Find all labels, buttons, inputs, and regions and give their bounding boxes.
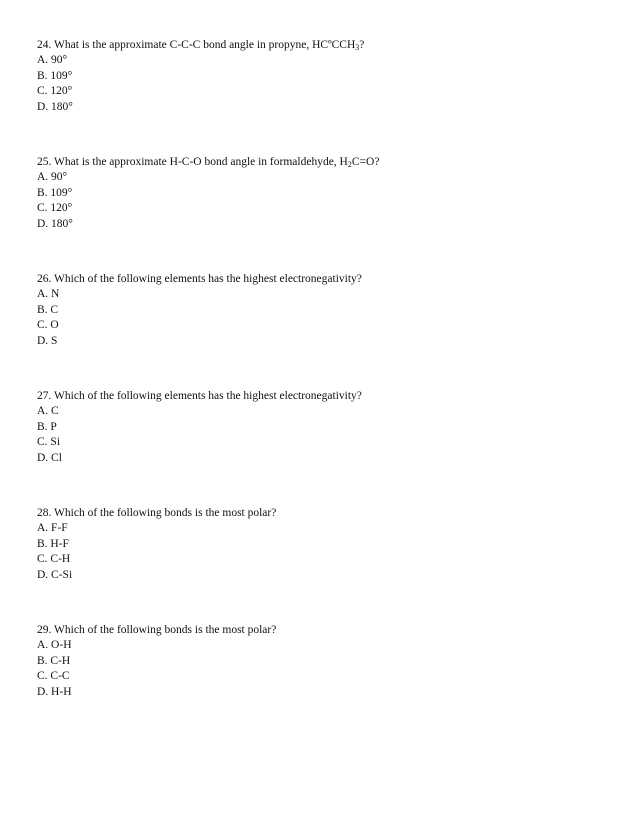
option-c: C. O: [37, 319, 59, 332]
option-b: B. 109°: [37, 186, 73, 199]
question-text: 29. Which of the following bonds is the most polar?: [37, 624, 277, 636]
option-b: B. P: [37, 420, 57, 433]
question-text: 26. Which of the following elements has the highest electronegativity?: [37, 273, 362, 285]
question-text: 28. Which of the following bonds is the most polar?: [37, 507, 277, 519]
option-c: C. Si: [37, 436, 61, 449]
option-d: D. H-H: [37, 685, 72, 698]
question-27: [37, 389, 607, 466]
option-d: D. 180°: [37, 217, 73, 230]
option-d: D. S: [37, 334, 58, 347]
option-b: B. 109°: [37, 69, 73, 82]
option-b: B. C: [37, 303, 59, 316]
question-25: [37, 155, 607, 232]
question-text: 27. Which of the following elements has the highest electronegativity?: [37, 390, 362, 402]
option-a: A. F-F: [37, 522, 68, 535]
option-a: A. O-H: [37, 639, 72, 652]
option-c: C. C-H: [37, 553, 71, 566]
question-24: [37, 38, 607, 115]
option-d: D. Cl: [37, 451, 62, 464]
option-b: B. C-H: [37, 654, 71, 667]
option-c: C. C-C: [37, 670, 70, 683]
option-c: C. 120°: [37, 85, 73, 98]
question-28: [37, 506, 607, 583]
question-text: 24. What is the approximate C-C-C bond angle in propyne, HCºCCH$_3$?: [37, 39, 365, 52]
option-a: A. 90°: [37, 54, 68, 67]
question-26: [37, 272, 607, 349]
option-b: B. H-F: [37, 537, 69, 550]
option-d: D. C-Si: [37, 568, 73, 581]
option-a: A. 90°: [37, 171, 68, 184]
option-a: A. C: [37, 405, 59, 418]
option-c: C. 120°: [37, 202, 73, 215]
option-d: D. 180°: [37, 100, 73, 113]
question-text: 25. What is the approximate H-C-O bond angle in formaldehyde, $H_2C=O$?: [37, 156, 380, 169]
option-a: A. N: [37, 288, 60, 301]
question-29: [37, 623, 607, 700]
